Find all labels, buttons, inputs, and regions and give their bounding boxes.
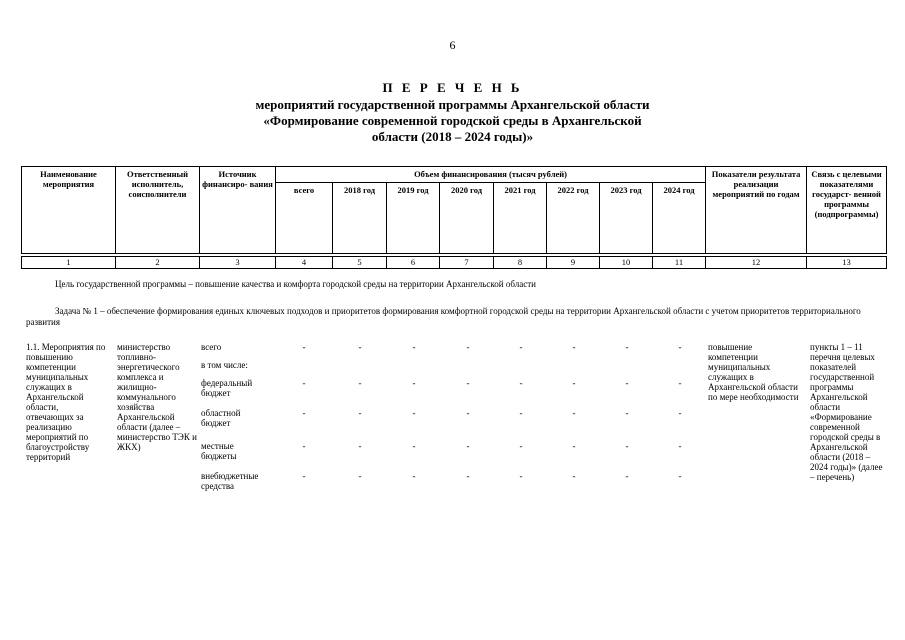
column-number: 8 xyxy=(494,257,547,269)
title-line-1: П Е Р Е Ч Е Н Ь xyxy=(382,80,523,95)
funding-value: - xyxy=(519,408,523,418)
funding-value: - xyxy=(519,441,523,451)
header-year: 2023 год xyxy=(600,183,653,254)
header-link: Связь с целевыми показателями государст- венной программы (подпрограммы) xyxy=(807,167,887,254)
funding-value: - xyxy=(678,342,682,352)
funding-value: - xyxy=(302,471,306,481)
header-year: 2018 год xyxy=(333,183,387,254)
funding-value: - xyxy=(572,342,576,352)
column-number: 9 xyxy=(547,257,600,269)
column-number: 13 xyxy=(807,257,887,269)
funding-value: - xyxy=(572,441,576,451)
funding-value: - xyxy=(412,441,416,451)
task-text: Задача № 1 – обеспечение формирования единых ключевых подходов и приоритетов формирования комфортной городской среды на территории Архангельской области с учетом приоритетов территориального развития xyxy=(26,306,861,327)
header-name: Наименование мероприятия xyxy=(22,167,116,254)
header-funding: Объем финансирования (тысяч рублей) xyxy=(276,167,706,183)
funding-value: - xyxy=(466,408,470,418)
responsible-executor: министерство топливно- энергетического комплекса и жилищно- коммунального хозяйства Архангельской области (далее – министерство ТЭК и ЖКХ) xyxy=(117,342,197,452)
funding-value: - xyxy=(412,378,416,388)
measure-name: 1.1. Мероприятия по повышению компетенции муниципальных служащих в Архангельской области, отвечающих за реализацию мероприятий по благоустройству территорий xyxy=(26,342,106,462)
funding-value: - xyxy=(625,408,629,418)
funding-value: - xyxy=(572,408,576,418)
funding-value: - xyxy=(678,471,682,481)
funding-value: - xyxy=(358,408,362,418)
column-number: 10 xyxy=(600,257,653,269)
funding-value: - xyxy=(519,378,523,388)
column-number: 4 xyxy=(276,257,333,269)
funding-value: - xyxy=(302,441,306,451)
source-extrabudgetary: внебюджетные средства xyxy=(201,471,259,491)
funding-value: - xyxy=(412,408,416,418)
page-number: 6 xyxy=(449,38,456,52)
header-source: Источник финансиро- вания xyxy=(200,167,276,254)
header-table xyxy=(21,166,887,254)
funding-value: - xyxy=(519,471,523,481)
column-number: 2 xyxy=(116,257,200,269)
funding-value: - xyxy=(358,378,362,388)
column-number: 5 xyxy=(333,257,387,269)
title-line-4: области (2018 – 2024 годы)» xyxy=(371,129,534,144)
funding-value: - xyxy=(572,471,576,481)
funding-value: - xyxy=(678,408,682,418)
goal-text: Цель государственной программы – повышение качества и комфорта городской среды на территории Архангельской области xyxy=(55,279,536,289)
funding-value: - xyxy=(302,378,306,388)
header-year: 2021 год xyxy=(494,183,547,254)
funding-value: - xyxy=(625,441,629,451)
funding-value: - xyxy=(625,471,629,481)
funding-value: - xyxy=(678,378,682,388)
funding-value: - xyxy=(625,342,629,352)
funding-value: - xyxy=(519,342,523,352)
header-year: 2020 год xyxy=(440,183,494,254)
funding-value: - xyxy=(678,441,682,451)
header-total: всего xyxy=(276,183,333,254)
funding-value: - xyxy=(572,378,576,388)
funding-value: - xyxy=(466,441,470,451)
funding-value: - xyxy=(358,342,362,352)
column-number: 3 xyxy=(200,257,276,269)
funding-value: - xyxy=(412,342,416,352)
funding-value: - xyxy=(358,441,362,451)
funding-value: - xyxy=(412,471,416,481)
source-including: в том числе: xyxy=(201,360,248,370)
column-number: 12 xyxy=(706,257,807,269)
header-year: 2024 год xyxy=(653,183,706,254)
funding-value: - xyxy=(302,408,306,418)
funding-value: - xyxy=(358,471,362,481)
funding-value: - xyxy=(625,378,629,388)
funding-value: - xyxy=(466,471,470,481)
funding-value: - xyxy=(466,342,470,352)
source-total: всего xyxy=(201,342,222,352)
column-number: 7 xyxy=(440,257,494,269)
header-indicators: Показатели результата реализации мероприятий по годам xyxy=(706,167,807,254)
result-indicator: повышение компетенции муниципальных служащих в Архангельской области по мере необходимости xyxy=(708,342,799,402)
source-federal: федеральный бюджет xyxy=(201,378,253,398)
column-number: 11 xyxy=(653,257,706,269)
funding-value: - xyxy=(466,378,470,388)
source-local: местные бюджеты xyxy=(201,441,237,461)
header-year: 2019 год xyxy=(387,183,440,254)
column-number: 1 xyxy=(22,257,116,269)
title-line-3: «Формирование современной городской среды в Архангельской xyxy=(263,113,642,128)
funding-value: - xyxy=(302,342,306,352)
column-number-row xyxy=(21,256,887,269)
column-number: 6 xyxy=(387,257,440,269)
header-responsible: Ответственный исполнитель, соисполнители xyxy=(116,167,200,254)
title-line-2: мероприятий государственной программы Архангельской области xyxy=(255,97,650,112)
header-year: 2022 год xyxy=(547,183,600,254)
target-link: пункты 1 – 11 перечня целевых показателей государственной программы Архангельской области «Формирование современной городской среды в Архангельской области (2018 – 2024 годы)» (далее – перечень) xyxy=(810,342,883,482)
source-regional: областной бюджет xyxy=(201,408,241,428)
